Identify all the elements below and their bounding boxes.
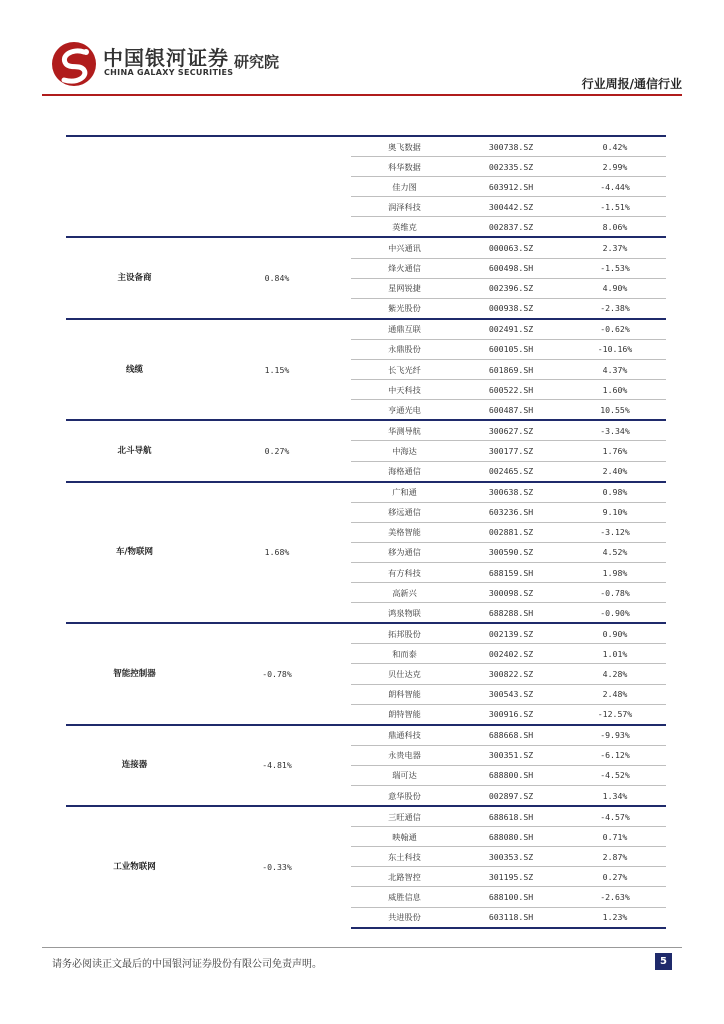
table-row	[66, 237, 666, 258]
sector-name: 车/物联网	[66, 482, 203, 624]
stock-code: 002335.SZ	[458, 157, 564, 177]
stock-name: 广和通	[351, 482, 458, 503]
footer-divider	[42, 947, 682, 948]
stock-code: 301195.SZ	[458, 867, 564, 887]
stock-code: 601869.SH	[458, 360, 564, 380]
stock-change: 1.01%	[564, 644, 666, 664]
report-category: 行业周报/通信行业	[581, 77, 682, 91]
stock-change: 1.76%	[564, 441, 666, 461]
sector-change: -4.81%	[203, 725, 351, 806]
stock-code: 603912.SH	[458, 177, 564, 197]
stock-name: 贝仕达克	[351, 664, 458, 684]
stock-name: 移远通信	[351, 502, 458, 522]
stock-name: 映翰通	[351, 827, 458, 847]
page-header	[0, 0, 724, 100]
table-body	[66, 136, 666, 928]
stock-name: 北路智控	[351, 867, 458, 887]
sector-change: 0.27%	[203, 420, 351, 481]
stock-name: 高新兴	[351, 583, 458, 603]
stock-name: 英维克	[351, 217, 458, 238]
stock-change: -6.12%	[564, 745, 666, 765]
stock-name: 海格通信	[351, 461, 458, 482]
stock-change: 2.48%	[564, 684, 666, 704]
stock-name: 威胜信息	[351, 887, 458, 907]
stock-code: 000938.SZ	[458, 298, 564, 319]
stock-name: 和而泰	[351, 644, 458, 664]
stock-change: 9.10%	[564, 502, 666, 522]
stock-performance-table	[66, 135, 666, 929]
sector-change: 1.68%	[203, 482, 351, 624]
stock-name: 拓邦股份	[351, 623, 458, 644]
table-row	[66, 623, 666, 644]
stock-name: 朗特智能	[351, 704, 458, 725]
stock-name: 通鼎互联	[351, 319, 458, 340]
stock-code: 600522.SH	[458, 380, 564, 400]
stock-name: 奥飞数据	[351, 136, 458, 157]
stock-change: -2.63%	[564, 887, 666, 907]
stock-code: 002139.SZ	[458, 623, 564, 644]
stock-change: -2.38%	[564, 298, 666, 319]
table-row	[66, 136, 666, 157]
stock-name: 长飞光纤	[351, 360, 458, 380]
stock-change: 0.98%	[564, 482, 666, 503]
stock-change: -3.12%	[564, 522, 666, 542]
stock-change: 0.90%	[564, 623, 666, 644]
stock-name: 华测导航	[351, 420, 458, 441]
stock-change: -10.16%	[564, 339, 666, 359]
sector-name	[66, 136, 203, 237]
stock-change: 4.28%	[564, 664, 666, 684]
stock-change: 2.40%	[564, 461, 666, 482]
stock-code: 300822.SZ	[458, 664, 564, 684]
brand-name-en: CHINA GALAXY SECURITIES	[104, 68, 234, 77]
stock-name: 意华股份	[351, 786, 458, 807]
stock-change: -4.57%	[564, 806, 666, 827]
stock-name: 润泽科技	[351, 197, 458, 217]
brand-institute: 研究院	[234, 53, 280, 71]
stock-change: 0.42%	[564, 136, 666, 157]
table-row	[66, 482, 666, 503]
stock-name: 鼎通科技	[351, 725, 458, 746]
stock-change: -4.44%	[564, 177, 666, 197]
stock-code: 002881.SZ	[458, 522, 564, 542]
sector-change: 0.84%	[203, 237, 351, 318]
table-row	[66, 725, 666, 746]
stock-change: 4.52%	[564, 542, 666, 562]
stock-change: -9.93%	[564, 725, 666, 746]
stock-name: 中兴通讯	[351, 237, 458, 258]
stock-code: 000063.SZ	[458, 237, 564, 258]
stock-name: 共进股份	[351, 907, 458, 928]
stock-name: 朗科智能	[351, 684, 458, 704]
stock-change: -1.51%	[564, 197, 666, 217]
stock-change: -0.90%	[564, 603, 666, 624]
stock-code: 688080.SH	[458, 827, 564, 847]
page-number: 5	[655, 953, 672, 970]
stock-code: 300738.SZ	[458, 136, 564, 157]
stock-name: 三旺通信	[351, 806, 458, 827]
stock-code: 300543.SZ	[458, 684, 564, 704]
stock-code: 300627.SZ	[458, 420, 564, 441]
sector-change: -0.33%	[203, 806, 351, 928]
table-row	[66, 420, 666, 441]
sector-name: 连接器	[66, 725, 203, 806]
stock-name: 永贵电器	[351, 745, 458, 765]
stock-name: 有方科技	[351, 562, 458, 582]
stock-change: -12.57%	[564, 704, 666, 725]
sector-change: 1.15%	[203, 319, 351, 420]
stock-code: 688668.SH	[458, 725, 564, 746]
table-row	[66, 806, 666, 827]
stock-code: 002465.SZ	[458, 461, 564, 482]
stock-change: 0.27%	[564, 867, 666, 887]
stock-code: 603118.SH	[458, 907, 564, 928]
stock-code: 300916.SZ	[458, 704, 564, 725]
stock-code: 603236.SH	[458, 502, 564, 522]
stock-code: 300098.SZ	[458, 583, 564, 603]
disclaimer-text: 请务必阅读正文最后的中国银河证券股份有限公司免责声明。	[52, 959, 322, 970]
stock-change: 1.23%	[564, 907, 666, 928]
stock-code: 600498.SH	[458, 258, 564, 278]
galaxy-logo-icon	[50, 40, 98, 88]
stock-code: 002897.SZ	[458, 786, 564, 807]
stock-change: 0.71%	[564, 827, 666, 847]
stock-code: 300177.SZ	[458, 441, 564, 461]
stock-code: 002402.SZ	[458, 644, 564, 664]
stock-name: 亨通光电	[351, 400, 458, 421]
stock-change: 2.99%	[564, 157, 666, 177]
stock-name: 中海达	[351, 441, 458, 461]
stock-name: 佳力图	[351, 177, 458, 197]
stock-change: -1.53%	[564, 258, 666, 278]
stock-change: -0.78%	[564, 583, 666, 603]
stock-code: 688618.SH	[458, 806, 564, 827]
stock-name: 科华数据	[351, 157, 458, 177]
stock-name: 鸿泉物联	[351, 603, 458, 624]
stock-name: 东土科技	[351, 847, 458, 867]
sector-name: 北斗导航	[66, 420, 203, 481]
header-divider	[42, 94, 682, 96]
stock-change: 2.37%	[564, 237, 666, 258]
stock-code: 300638.SZ	[458, 482, 564, 503]
stock-code: 002837.SZ	[458, 217, 564, 238]
sector-name: 主设备商	[66, 237, 203, 318]
stock-change: -3.34%	[564, 420, 666, 441]
sector-name: 线缆	[66, 319, 203, 420]
stock-code: 600105.SH	[458, 339, 564, 359]
sector-change	[203, 136, 351, 237]
stock-change: 4.90%	[564, 278, 666, 298]
stock-change: 1.98%	[564, 562, 666, 582]
stock-code: 300590.SZ	[458, 542, 564, 562]
stock-code: 002491.SZ	[458, 319, 564, 340]
stock-name: 烽火通信	[351, 258, 458, 278]
stock-name: 星网锐捷	[351, 278, 458, 298]
stock-name: 移为通信	[351, 542, 458, 562]
stock-name: 中天科技	[351, 380, 458, 400]
brand-name-cn: 中国银河证券	[103, 46, 229, 70]
stock-code: 688100.SH	[458, 887, 564, 907]
sector-name: 智能控制器	[66, 623, 203, 724]
stock-change: -4.52%	[564, 765, 666, 785]
stock-code: 300351.SZ	[458, 745, 564, 765]
stock-change: 1.34%	[564, 786, 666, 807]
table-row	[66, 319, 666, 340]
stock-name: 美格智能	[351, 522, 458, 542]
stock-code: 002396.SZ	[458, 278, 564, 298]
stock-code: 688800.SH	[458, 765, 564, 785]
stock-code: 300353.SZ	[458, 847, 564, 867]
stock-code: 300442.SZ	[458, 197, 564, 217]
stock-code: 688159.SH	[458, 562, 564, 582]
stock-name: 永鼎股份	[351, 339, 458, 359]
stock-name: 紫光股份	[351, 298, 458, 319]
stock-code: 688288.SH	[458, 603, 564, 624]
stock-change: -0.62%	[564, 319, 666, 340]
stock-code: 600487.SH	[458, 400, 564, 421]
stock-change: 1.60%	[564, 380, 666, 400]
sector-name: 工业物联网	[66, 806, 203, 928]
stock-change: 8.06%	[564, 217, 666, 238]
stock-change: 2.87%	[564, 847, 666, 867]
stock-change: 4.37%	[564, 360, 666, 380]
stock-change: 10.55%	[564, 400, 666, 421]
stock-name: 瑞可达	[351, 765, 458, 785]
sector-change: -0.78%	[203, 623, 351, 724]
